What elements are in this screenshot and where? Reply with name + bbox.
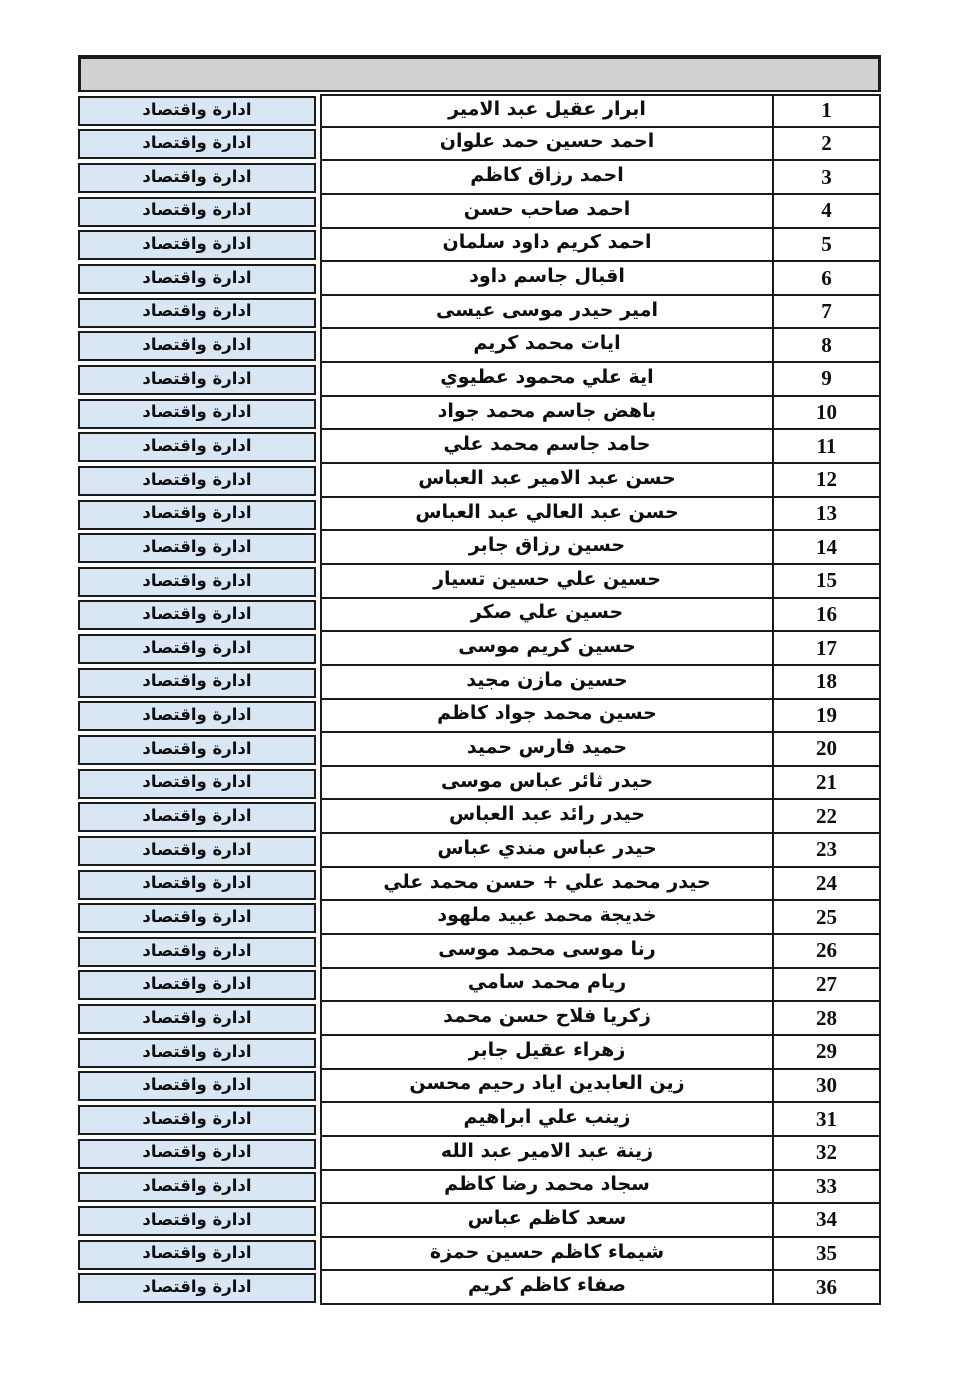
table-row <box>78 464 881 498</box>
student-name: زهراء عقيل جابر <box>468 1038 626 1061</box>
row-number-cell <box>772 464 881 498</box>
table-row <box>78 1238 881 1272</box>
student-name: امير حيدر موسى عيسى <box>436 298 658 321</box>
row-number: 25 <box>816 904 837 929</box>
row-number: 14 <box>816 534 837 559</box>
table-row <box>78 834 881 868</box>
row-number-cell <box>772 329 881 363</box>
name-cell <box>320 632 772 666</box>
row-number: 7 <box>821 299 832 324</box>
student-name: سجاد محمد رضا كاظم <box>444 1173 650 1196</box>
student-name: حسين علي حسين تسيار <box>433 567 661 590</box>
student-name: اية علي محمود عطيوي <box>440 365 654 388</box>
row-number: 19 <box>816 702 837 727</box>
department-cell <box>78 735 316 765</box>
name-cell <box>320 464 772 498</box>
table-row <box>78 733 881 767</box>
department-cell <box>78 870 316 900</box>
row-number: 20 <box>816 736 837 761</box>
name-cell <box>320 498 772 532</box>
department-cell <box>78 533 316 563</box>
student-name: حامد جاسم محمد علي <box>443 433 651 456</box>
department-cell <box>78 365 316 395</box>
row-number-cell <box>772 397 881 431</box>
department-cell <box>78 567 316 597</box>
table-rows <box>78 94 881 1305</box>
name-cell <box>320 969 772 1003</box>
table-row <box>78 666 881 700</box>
row-number: 26 <box>816 938 837 963</box>
department-cell <box>78 903 316 933</box>
name-cell <box>320 935 772 969</box>
row-number-cell <box>772 868 881 902</box>
row-number-cell <box>772 430 881 464</box>
student-name: حسين محمد جواد كاظم <box>437 702 657 725</box>
student-name: احمد صاحب حسن <box>463 197 631 220</box>
department-label: ادارة واقتصاد <box>142 133 252 153</box>
row-number-cell <box>772 632 881 666</box>
row-number-cell <box>772 161 881 195</box>
table-row <box>78 363 881 397</box>
row-number: 6 <box>821 265 832 290</box>
student-name: ابرار عقيل عبد الامير <box>448 97 646 120</box>
department-cell <box>78 500 316 530</box>
department-cell <box>78 331 316 361</box>
row-number-cell <box>772 498 881 532</box>
name-cell <box>320 1070 772 1104</box>
name-cell <box>320 901 772 935</box>
row-number: 35 <box>816 1241 837 1266</box>
department-cell <box>78 769 316 799</box>
department-cell <box>78 1273 316 1303</box>
department-cell <box>78 129 316 159</box>
row-number-cell <box>772 1171 881 1205</box>
name-cell <box>320 700 772 734</box>
name-cell <box>320 800 772 834</box>
student-name: سعد كاظم عباس <box>467 1206 627 1229</box>
student-name: حسين مازن مجيد <box>466 668 628 691</box>
student-name: حسن عبد الامير عبد العباس <box>418 466 676 489</box>
row-number-cell <box>772 229 881 263</box>
row-number: 22 <box>816 803 837 828</box>
student-name: حيدر ثائر عباس موسى <box>440 769 654 792</box>
table-row <box>78 1070 881 1104</box>
department-label: ادارة واقتصاد <box>142 335 252 355</box>
student-name: زينة عبد الامير عبد الله <box>440 1139 654 1162</box>
row-number-cell <box>772 1137 881 1171</box>
department-label: ادارة واقتصاد <box>142 301 252 321</box>
student-name: حسين رزاق جابر <box>468 534 626 557</box>
row-number: 34 <box>816 1207 837 1232</box>
department-label: ادارة واقتصاد <box>142 1176 252 1196</box>
row-number-cell <box>772 666 881 700</box>
student-name: خديجة محمد عبيد ملهود <box>437 904 657 927</box>
department-label: ادارة واقتصاد <box>142 435 252 455</box>
department-cell <box>78 1038 316 1068</box>
department-label: ادارة واقتصاد <box>142 604 252 624</box>
department-label: ادارة واقتصاد <box>142 503 252 523</box>
name-cell <box>320 733 772 767</box>
student-name: حسن عبد العالي عبد العباس <box>415 500 679 523</box>
row-number: 29 <box>816 1039 837 1064</box>
row-number: 1 <box>821 98 832 123</box>
row-number-cell <box>772 733 881 767</box>
department-label: ادارة واقتصاد <box>142 368 252 388</box>
name-cell <box>320 834 772 868</box>
table-row <box>78 262 881 296</box>
department-cell <box>78 836 316 866</box>
department-label: ادارة واقتصاد <box>142 705 252 725</box>
table-row <box>78 700 881 734</box>
department-cell <box>78 1139 316 1169</box>
row-number: 13 <box>816 501 837 525</box>
table-header-bar <box>78 55 881 92</box>
name-cell <box>320 262 772 296</box>
department-label: ادارة واقتصاد <box>142 1075 252 1095</box>
row-number-cell <box>772 800 881 834</box>
table-row <box>78 800 881 834</box>
name-cell <box>320 94 772 128</box>
row-number-cell <box>772 296 881 330</box>
row-number-cell <box>772 1204 881 1238</box>
student-name: زينب علي ابراهيم <box>463 1106 631 1129</box>
roster-table <box>78 55 881 1305</box>
row-number-cell <box>772 834 881 868</box>
row-number-cell <box>772 195 881 229</box>
department-label: ادارة واقتصاد <box>142 772 252 792</box>
student-name: حميد فارس حميد <box>466 735 628 758</box>
department-cell <box>78 197 316 227</box>
department-label: ادارة واقتصاد <box>142 839 252 859</box>
row-number: 31 <box>816 1106 837 1131</box>
table-row <box>78 1036 881 1070</box>
row-number: 30 <box>816 1072 837 1097</box>
row-number-cell <box>772 363 881 397</box>
student-name: حسين علي صكر <box>470 601 624 624</box>
department-label: ادارة واقتصاد <box>142 940 252 960</box>
department-label: ادارة واقتصاد <box>142 200 252 220</box>
row-number: 36 <box>816 1274 837 1299</box>
student-name: رنا موسى محمد موسى <box>438 937 656 960</box>
department-label: ادارة واقتصاد <box>142 637 252 657</box>
table-row <box>78 195 881 229</box>
student-name: زكريا فلاح حسن محمد <box>443 1005 651 1028</box>
table-row <box>78 935 881 969</box>
table-row <box>78 1137 881 1171</box>
department-label: ادارة واقتصاد <box>142 1108 252 1128</box>
department-label: ادارة واقتصاد <box>142 1041 252 1061</box>
name-cell <box>320 868 772 902</box>
department-cell <box>78 634 316 664</box>
table-row <box>78 599 881 633</box>
department-label: ادارة واقتصاد <box>142 469 252 489</box>
name-cell <box>320 296 772 330</box>
table-row <box>78 498 881 532</box>
student-name: حسين كريم موسى <box>458 635 636 658</box>
row-number: 23 <box>816 837 837 862</box>
department-label: ادارة واقتصاد <box>142 671 252 691</box>
row-number-cell <box>772 565 881 599</box>
department-label: ادارة واقتصاد <box>142 1243 252 1263</box>
department-label: ادارة واقتصاد <box>142 570 252 590</box>
name-cell <box>320 1137 772 1171</box>
student-name: حيدر محمد علي + حسن محمد علي <box>383 870 711 893</box>
name-cell <box>320 329 772 363</box>
department-label: ادارة واقتصاد <box>142 1209 252 1229</box>
row-number: 9 <box>821 366 832 391</box>
name-cell <box>320 1238 772 1272</box>
table-row <box>78 296 881 330</box>
student-name: زين العابدين اياد رحيم محسن <box>409 1072 685 1095</box>
row-number: 27 <box>816 971 837 996</box>
department-cell <box>78 264 316 294</box>
name-cell <box>320 128 772 162</box>
name-cell <box>320 1171 772 1205</box>
name-cell <box>320 1002 772 1036</box>
row-number-cell <box>772 1238 881 1272</box>
department-cell <box>78 701 316 731</box>
table-row <box>78 565 881 599</box>
name-cell <box>320 161 772 195</box>
department-cell <box>78 600 316 630</box>
row-number-cell <box>772 599 881 633</box>
row-number: 24 <box>816 871 837 896</box>
student-name: صفاء كاظم كريم <box>468 1274 626 1297</box>
row-number-cell <box>772 94 881 128</box>
name-cell <box>320 531 772 565</box>
department-label: ادارة واقتصاد <box>142 166 252 186</box>
table-row <box>78 397 881 431</box>
name-cell <box>320 565 772 599</box>
department-cell <box>78 1240 316 1270</box>
row-number-cell <box>772 128 881 162</box>
row-number-cell <box>772 1271 881 1305</box>
row-number: 3 <box>821 164 832 189</box>
row-number: 21 <box>816 770 837 795</box>
row-number: 32 <box>816 1140 837 1165</box>
department-cell <box>78 466 316 496</box>
row-number: 18 <box>816 669 837 694</box>
name-cell <box>320 229 772 263</box>
department-label: ادارة واقتصاد <box>142 402 252 422</box>
row-number-cell <box>772 1070 881 1104</box>
department-label: ادارة واقتصاد <box>142 1007 252 1027</box>
table-row <box>78 161 881 195</box>
department-label: ادارة واقتصاد <box>142 99 252 119</box>
table-row <box>78 94 881 128</box>
table-row <box>78 430 881 464</box>
row-number: 2 <box>821 130 832 155</box>
table-row <box>78 901 881 935</box>
row-number-cell <box>772 262 881 296</box>
student-name: احمد حسين حمد علوان <box>439 130 655 153</box>
department-label: ادارة واقتصاد <box>142 536 252 556</box>
name-cell <box>320 767 772 801</box>
table-row <box>78 1002 881 1036</box>
row-number-cell <box>772 935 881 969</box>
table-row <box>78 767 881 801</box>
row-number: 15 <box>816 568 837 593</box>
row-number: 28 <box>816 1005 837 1030</box>
name-cell <box>320 1204 772 1238</box>
row-number-cell <box>772 1103 881 1137</box>
name-cell <box>320 1103 772 1137</box>
student-name: شيماء كاظم حسين حمزة <box>429 1240 665 1263</box>
department-cell <box>78 432 316 462</box>
table-row <box>78 1171 881 1205</box>
department-label: ادارة واقتصاد <box>142 234 252 254</box>
department-cell <box>78 1206 316 1236</box>
row-number: 16 <box>816 601 837 626</box>
row-number: 10 <box>816 400 837 425</box>
department-cell <box>78 298 316 328</box>
department-label: ادارة واقتصاد <box>142 906 252 926</box>
row-number: 17 <box>816 635 837 660</box>
student-name: ايات محمد كريم <box>473 332 621 355</box>
department-cell <box>78 1172 316 1202</box>
table-row <box>78 868 881 902</box>
name-cell <box>320 195 772 229</box>
table-row <box>78 632 881 666</box>
table-row <box>78 531 881 565</box>
row-number: 33 <box>816 1173 837 1198</box>
row-number-cell <box>772 531 881 565</box>
student-name: حيدر عباس مندي عباس <box>437 836 657 859</box>
row-number-cell <box>772 767 881 801</box>
student-name: احمد كريم داود سلمان <box>442 231 652 254</box>
table-row <box>78 229 881 263</box>
department-cell <box>78 96 316 126</box>
table-row <box>78 1103 881 1137</box>
name-cell <box>320 1036 772 1070</box>
student-name: ريام محمد سامي <box>467 971 627 994</box>
table-row <box>78 1204 881 1238</box>
department-cell <box>78 668 316 698</box>
row-number-cell <box>772 969 881 1003</box>
department-label: ادارة واقتصاد <box>142 267 252 287</box>
department-label: ادارة واقتصاد <box>142 806 252 826</box>
table-row <box>78 329 881 363</box>
student-name: احمد رزاق كاظم <box>470 164 624 187</box>
row-number-cell <box>772 901 881 935</box>
name-cell <box>320 1271 772 1305</box>
name-cell <box>320 430 772 464</box>
department-label: ادارة واقتصاد <box>142 974 252 994</box>
department-label: ادارة واقتصاد <box>142 873 252 893</box>
department-cell <box>78 802 316 832</box>
department-label: ادارة واقتصاد <box>142 738 252 758</box>
row-number: 4 <box>821 198 832 223</box>
row-number: 5 <box>821 231 832 256</box>
department-cell <box>78 1105 316 1135</box>
row-number: 8 <box>821 332 832 357</box>
name-cell <box>320 599 772 633</box>
table-row <box>78 969 881 1003</box>
table-row <box>78 128 881 162</box>
student-name: اقبال جاسم داود <box>469 265 625 288</box>
department-cell <box>78 163 316 193</box>
row-number-cell <box>772 1036 881 1070</box>
row-number-cell <box>772 1002 881 1036</box>
row-number: 11 <box>816 433 837 458</box>
department-label: ادارة واقتصاد <box>142 1142 252 1162</box>
department-cell <box>78 970 316 1000</box>
student-name: حيدر رائد عبد العباس <box>449 803 645 826</box>
row-number-cell <box>772 700 881 734</box>
department-cell <box>78 230 316 260</box>
department-cell <box>78 1071 316 1101</box>
name-cell <box>320 363 772 397</box>
department-cell <box>78 937 316 967</box>
department-label: ادارة واقتصاد <box>142 1276 252 1296</box>
department-cell <box>78 399 316 429</box>
row-number: 12 <box>816 467 837 492</box>
name-cell <box>320 666 772 700</box>
table-row <box>78 1271 881 1305</box>
student-name: باهض جاسم محمد جواد <box>437 399 657 422</box>
department-cell <box>78 1004 316 1034</box>
name-cell <box>320 397 772 431</box>
